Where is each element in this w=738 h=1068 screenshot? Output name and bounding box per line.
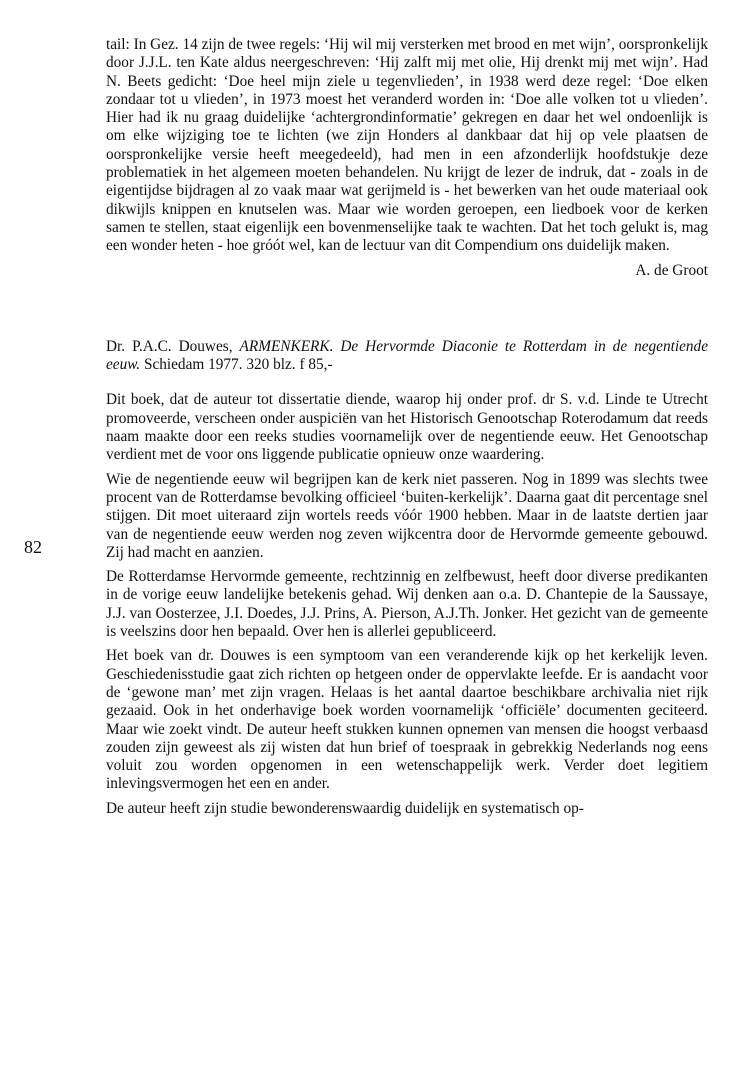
review-paragraph-5: De auteur heeft zijn studie bewonderenswaardig duidelijk en systematisch op- xyxy=(106,799,584,817)
review-paragraph-3: De Rotterdamse Hervormde gemeente, rechtzinnig en zelfbewust, heeft door diverse predikanten in de vorige eeuw landelijke betekenis gehad. Wij denken aan o.a. D. Chantepie de la Saussaye, J.J. van Oosterzee, J.I. Doedes, J.J. Prins, A. Pierson, A.J.Th. Jonker. Het gezicht van de gemeente is veelszins door hen bepaald. Over hen is allerlei gepubliceerd. xyxy=(106,568,708,641)
review-paragraph-4: Het boek van dr. Douwes is een symptoom van een veranderende kijk op het kerkelijk leven. Geschiedenisstudie gaat zich richten op hetgeen onder de oppervlakte leefde. Er is aandacht voor de ‘gewone man’ met zijn vragen. Helaas is het aantal daartoe beschikbare archivalia niet rijk gezaaid. Ook in het onderhavige boek worden voornamelijk ‘officiële’ documenten geciteerd. Maar wie zoekt vindt. De auteur heeft stukken kunnen opnemen van mensen die hoogst verbaasd zouden zijn geweest als zij wisten dat hun brief of toespraak in gebrekkig Nederlands nog eens voluit zou worden opgenomen in een wetenschappelijk werk. Verder doet legitiem inlevingsvermogen het een en ander. xyxy=(106,647,708,793)
review-paragraph-2: Wie de negentiende eeuw wil begrijpen kan de kerk niet passeren. Nog in 1899 was slechts twee procent van de Rotterdamse bevolking officieel ‘buiten-kerkelijk’. Daarna gaat dit percentage snel stijgen. Dit moet uiteraard zijn wortels reeds vóór 1900 hebben. Maar in de laatste dertien jaar van de negentiende eeuw werden nog zeven wijkcentra door de Hervormde gemeente gebouwd. Zij had macht en aanzien. xyxy=(106,470,709,561)
text-column xyxy=(106,36,708,818)
review-book-publication: Schiedam 1977. 320 blz. f 85,- xyxy=(140,356,333,374)
previous-review-text: tail: In Gez. 14 zijn de twee regels: ‘Hij wil mij versterken met brood en met wijn’, oorspronkelijk door J.J.L. ten Kate aldus neergeschreven: ‘Hij zalft mij met olie, Hij drenkt mij met wijn’. Had N. Beets gedicht: ‘Doe heel mijn ziele u tegenvlieden’, in 1938 werd deze regel: ‘Doe elken zondaar tot u vlieden’, in 1973 moest het veranderd worden in: ‘Doe alle volken tot u vlieden’. Hier had ik nu graag duidelijke ‘achtergrondinformatie’ gekregen en daar het wel ondoenlijk is om elke wijziging toe te lichten (we zijn Honders al dankbaar dat hij op vele plaatsen de oorspronkelijke versie heeft meegedeeld), had men in een afzonderlijk hoofdstukje deze problematiek in het algemeen moeten behandelen. Nu krijgt de lezer de indruk, dat - zoals in de eigentijdse bijdragen al zo vaak maar wat gerijmeld is - het bewerken van het oude materiaal ook dikwijls knippen en knutselen was. Maar wie worden geroepen, een liedboek voor de kerken samen te stellen, staat eigenlijk een bovenmenselijke taak te wachten. Dat het toch gelukt is, mag een wonder heten - hoe gróót wel, kan de lectuur van dit Compendium ons duidelijk maken. xyxy=(106,36,708,255)
review-book-author: Dr. P.A.C. Douwes, xyxy=(106,337,240,355)
review-book-title: ARMENKERK. De Hervormde Diaconie te Rotterdam in de negentiende eeuw. xyxy=(106,337,708,374)
review-paragraph-1: Dit boek, dat de auteur tot dissertatie diende, waarop hij onder prof. dr S. v.d. Linde te Utrecht promoveerde, verscheen onder auspiciën van het Historisch Genootschap Roterodamum dat reeds naam maakte door een reeks studies voornamelijk over de negentiende eeuw. Het Genootschap verdient met de voor ons liggende publicatie opnieuw onze waardering. xyxy=(106,391,708,464)
review-bibliographic-heading xyxy=(106,338,708,375)
page-number: 82 xyxy=(24,537,42,557)
reviewer-signature: A. de Groot xyxy=(635,261,708,279)
